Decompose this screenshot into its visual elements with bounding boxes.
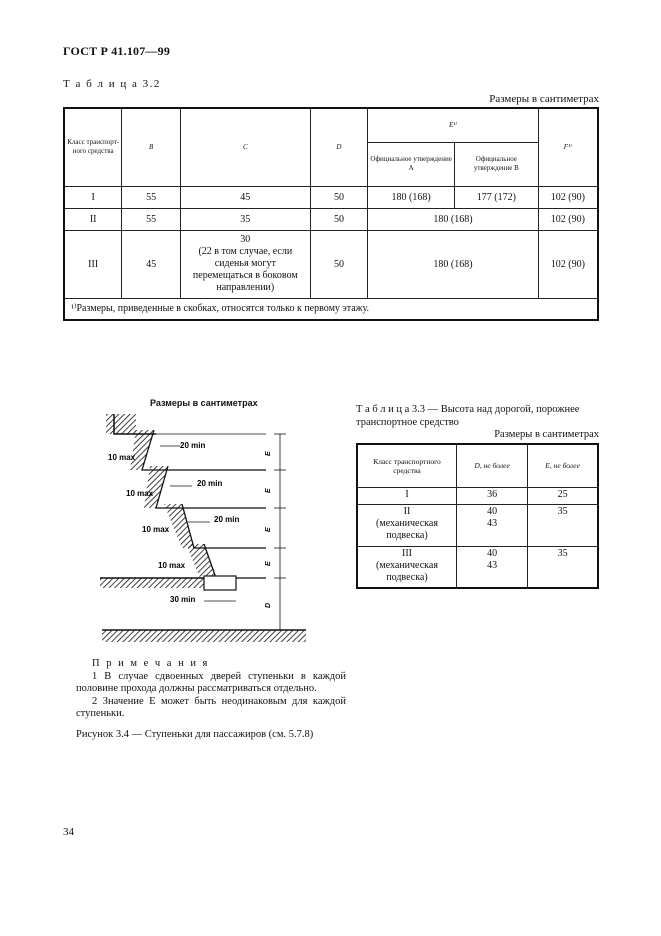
table-3-2 bbox=[63, 107, 599, 321]
header-d: D, не более bbox=[456, 444, 527, 487]
table-3-2-caption: Т а б л и ц а 3.2 bbox=[63, 78, 161, 90]
cell: III (механическая подвеска) bbox=[357, 546, 456, 588]
header-class: Класс транспортного средства bbox=[357, 444, 456, 487]
label-e: E bbox=[265, 561, 272, 566]
header-d: D bbox=[310, 108, 368, 186]
cell: I bbox=[64, 186, 122, 208]
cell bbox=[181, 230, 311, 298]
label-30-min: 30 min bbox=[170, 595, 196, 604]
page-number: 34 bbox=[63, 826, 74, 838]
table-3-3-units: Размеры в сантиметрах bbox=[494, 429, 599, 440]
header-f: F¹⁾ bbox=[538, 108, 598, 186]
cell-note: (22 в том случае, если сиденья могут перемещаться в боковом направлении) bbox=[192, 246, 298, 293]
label-e: E bbox=[265, 451, 272, 456]
cell: 35 bbox=[528, 504, 598, 546]
notes-title: П р и м е ч а н и я bbox=[92, 658, 210, 669]
label-e: E bbox=[265, 488, 272, 493]
table-3-3 bbox=[356, 443, 599, 589]
cell: 55 bbox=[122, 208, 181, 230]
cell: 50 bbox=[310, 208, 368, 230]
header-b: B bbox=[122, 108, 181, 186]
figure-caption: Рисунок 3.4 — Ступеньки для пассажиров (см. 5.7.8) bbox=[76, 729, 314, 740]
cell: 50 bbox=[310, 230, 368, 298]
cell: 102 (90) bbox=[538, 186, 598, 208]
steps-diagram bbox=[96, 408, 320, 648]
cell: III bbox=[64, 230, 122, 298]
header-e-approval-a: Официальное утверждение A bbox=[368, 142, 455, 186]
header-e: E¹⁾ bbox=[368, 108, 538, 142]
cell: 45 bbox=[181, 186, 311, 208]
note-1: 1 В случае сдвоенных дверей ступеньки в каждой половине прохода должны рассматриваться отдельно. bbox=[76, 670, 346, 694]
cell: 36 bbox=[456, 487, 527, 504]
label-d: D bbox=[265, 602, 272, 608]
table-3-2-units: Размеры в сантиметрах bbox=[489, 93, 599, 105]
cell: 50 bbox=[310, 186, 368, 208]
cell: 35 bbox=[528, 546, 598, 588]
notes-block bbox=[76, 658, 346, 721]
cell: 55 bbox=[122, 186, 181, 208]
header-class: Класс транспорт-ного средства bbox=[64, 108, 122, 186]
label-10-max: 10 max bbox=[126, 489, 154, 498]
table-row bbox=[357, 504, 598, 546]
label-10-max: 10 max bbox=[142, 525, 170, 534]
label-10-max: 10 max bbox=[108, 453, 136, 462]
cell: 180 (168) bbox=[368, 230, 538, 298]
cell: 40 43 bbox=[456, 546, 527, 588]
label-10-max: 10 max bbox=[158, 561, 186, 570]
cell: 102 (90) bbox=[538, 230, 598, 298]
table-footnote: ¹⁾Размеры, приведенные в скобках, относятся только к первому этажу. bbox=[64, 298, 598, 320]
cell: 180 (168) bbox=[368, 186, 455, 208]
cell-value: 30 bbox=[240, 234, 251, 245]
table-row bbox=[64, 230, 598, 298]
cell: 40 43 bbox=[456, 504, 527, 546]
table-row bbox=[64, 208, 598, 230]
label-20-min: 20 min bbox=[214, 515, 240, 524]
cell: II (механическая подвеска) bbox=[357, 504, 456, 546]
figure-title: Размеры в сантиметрах bbox=[150, 398, 258, 408]
table-row bbox=[64, 186, 598, 208]
cell: 180 (168) bbox=[368, 208, 538, 230]
cell: II bbox=[64, 208, 122, 230]
cell: 35 bbox=[181, 208, 311, 230]
table-row bbox=[357, 546, 598, 588]
label-e: E bbox=[265, 527, 272, 532]
cell: 25 bbox=[528, 487, 598, 504]
header-e-approval-b: Официальное утверждение B bbox=[454, 142, 538, 186]
header-e: E, не более bbox=[528, 444, 598, 487]
cell: 102 (90) bbox=[538, 208, 598, 230]
label-20-min: 20 min bbox=[180, 441, 206, 450]
table-3-3-caption: Т а б л и ц а 3.3 — Высота над дорогой, порожнее транспортное средство bbox=[356, 404, 580, 428]
note-2: 2 Значение E может быть неодинаковым для каждой ступеньки. bbox=[76, 695, 346, 719]
header-c: C bbox=[181, 108, 311, 186]
cell: 177 (172) bbox=[454, 186, 538, 208]
label-20-min: 20 min bbox=[197, 479, 223, 488]
cell: I bbox=[357, 487, 456, 504]
document-header: ГОСТ Р 41.107—99 bbox=[63, 44, 171, 58]
table-row bbox=[357, 487, 598, 504]
cell: 45 bbox=[122, 230, 181, 298]
